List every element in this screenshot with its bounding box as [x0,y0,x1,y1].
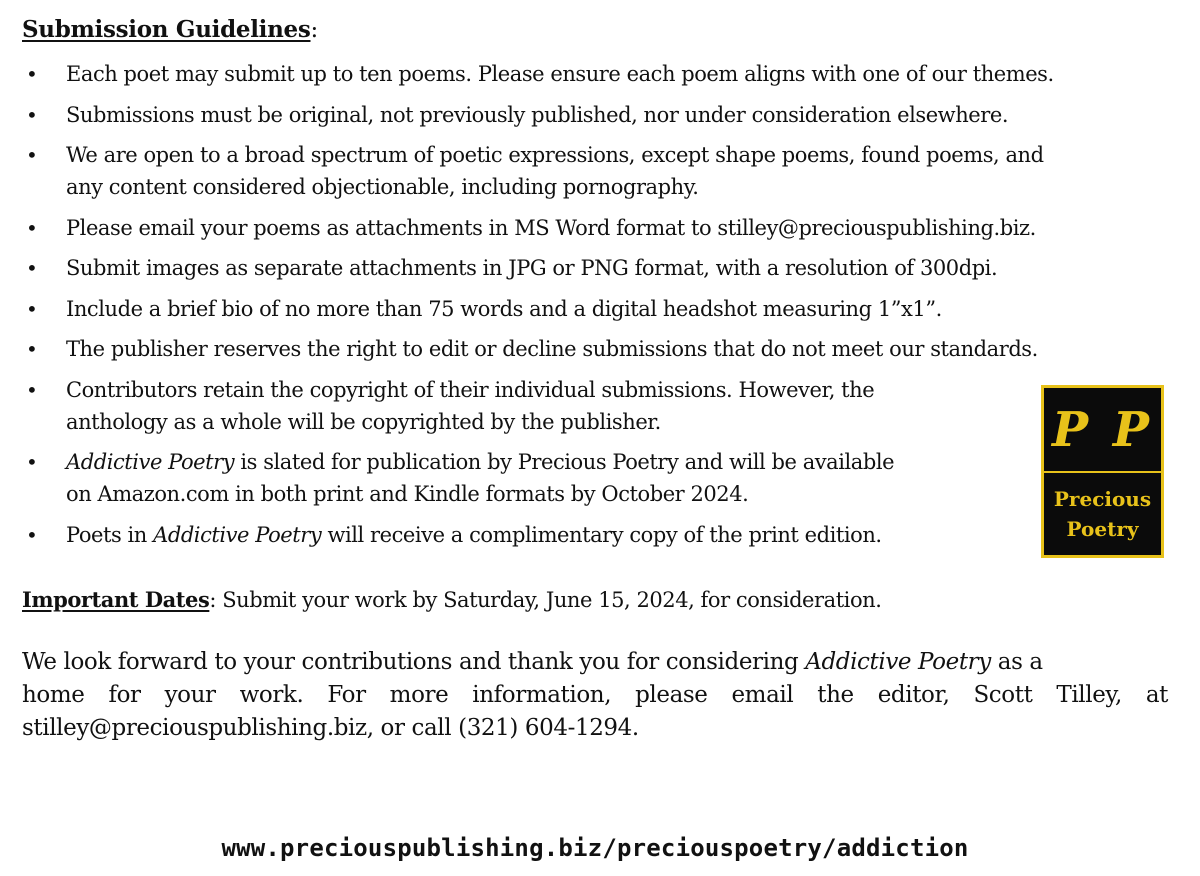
logo-word-poetry: Poetry [1066,517,1139,541]
section-heading [22,14,318,46]
list-item [0,333,1200,365]
important-dates-label: Important Dates [22,587,210,612]
list-item [0,58,1200,90]
list-item [0,212,1200,244]
bullet-icon: • [26,62,38,86]
bullet-icon: • [26,377,38,402]
bullet-icon: • [26,256,38,280]
logo-wordmark-panel [1044,473,1161,555]
closing-line [22,646,1168,679]
bullet-icon: • [26,337,38,361]
guidelines-list [0,58,1200,559]
book-title: Addictive Poetry [66,450,235,474]
bullet-icon: • [26,522,38,547]
list-item [0,252,1200,284]
bullet-icon: • [26,102,38,127]
heading-colon: : [310,17,318,43]
book-title: Addictive Poetry [805,649,991,675]
list-item [0,99,1200,131]
closing-line-contact: stilley@preciouspublishing.biz, or call (321) 604-1294. [22,715,639,741]
list-item-text [66,519,1200,551]
bullet-icon: • [26,296,38,321]
list-item [0,446,1200,510]
list-item-text: We are open to a broad spectrum of poetic expressions, except shape poems, found poems, and [66,143,1044,167]
footer-website-url: www.preciouspublishing.biz/preciouspoetry/addiction [221,834,969,862]
important-dates-text: : Submit your work by Saturday, June 15, 2024, for consideration. [209,588,882,612]
book-title: Addictive Poetry [153,522,322,547]
closing-text: as a [990,649,1043,675]
list-item-text-part: is slated for publication by Precious Poetry and will be available [234,450,895,474]
list-item [0,139,1200,203]
logo-initials-panel [1044,388,1161,473]
list-item-text-part: will receive a complimentary copy of the print edition. [321,522,882,547]
list-item-text: Include a brief bio of no more than 75 words and a digital headshot measuring 1”x1”. [66,296,942,321]
list-item-text [66,446,1200,478]
list-item-text: Submissions must be original, not previously published, nor under consideration elsewhere. [66,102,1009,127]
closing-paragraph [22,646,1168,745]
submission-guidelines-title: Submission Guidelines [22,16,311,43]
list-item-text: any content considered objectionable, including pornography. [66,175,699,199]
list-item-text: Submit images as separate attachments in JPG or PNG format, with a resolution of 300dpi. [66,256,998,280]
closing-line: home for your work. For more information, please email the editor, Scott Tilley, at [22,682,1168,708]
logo-initials: P P [1052,401,1153,458]
list-item [0,293,1200,325]
list-item-text: Please email your poems as attachments in MS Word format to stilley@preciouspublishing.biz. [66,215,1036,240]
list-item-text: anthology as a whole will be copyrighted by the publisher. [66,409,661,434]
list-item-text: Each poet may submit up to ten poems. Please ensure each poem aligns with one of our themes. [66,62,1054,86]
precious-poetry-logo [1041,385,1164,558]
important-dates [22,584,881,616]
closing-text: We look forward to your contributions and thank you for considering [22,649,806,675]
list-item-text: The publisher reserves the right to edit or decline submissions that do not meet our standards. [66,337,1038,361]
logo-word-precious: Precious [1053,487,1152,511]
list-item [0,519,1200,551]
list-item [0,374,1200,438]
list-item-text: on Amazon.com in both print and Kindle formats by October 2024. [66,482,749,506]
bullet-icon: • [26,450,38,474]
list-item-text: Contributors retain the copyright of their individual submissions. However, the [66,377,875,402]
list-item-text-part: Poets in [66,522,154,547]
bullet-icon: • [26,143,38,167]
bullet-icon: • [26,215,38,240]
